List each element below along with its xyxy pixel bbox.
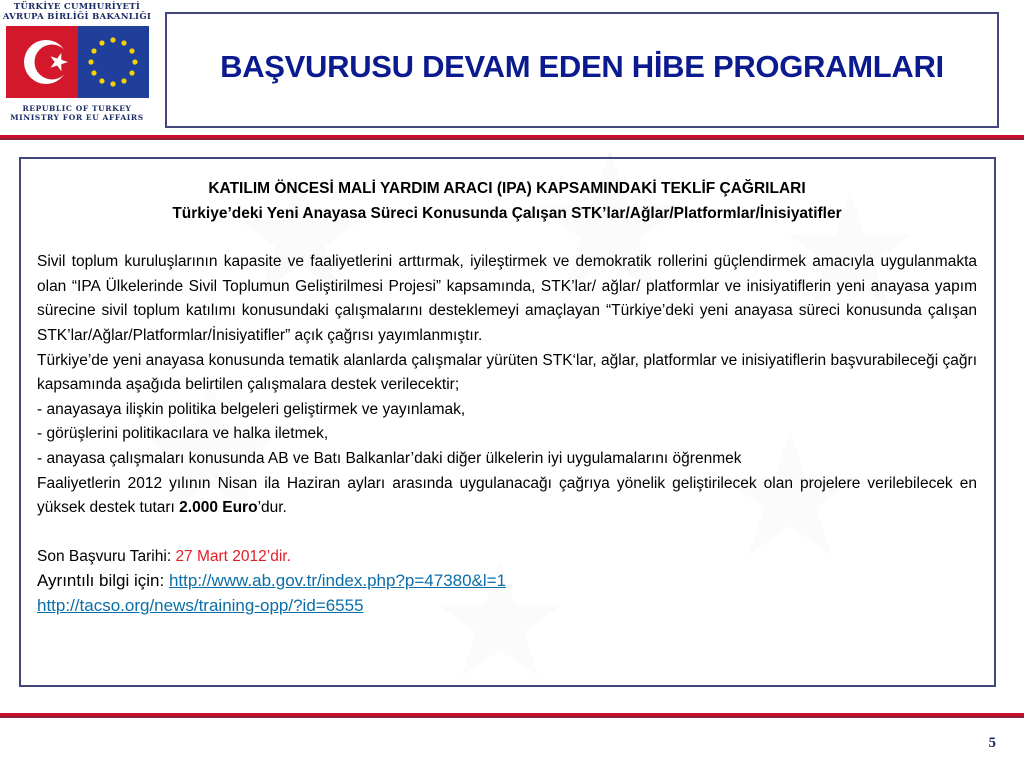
paragraph-support: Türkiye’de yeni anayasa konusunda tematik alanlarda çalışmalar yürüten STK‘lar, ağlar, platformlar ve inisiyatiflerin başvurabileceği çağrı kapsamında aşağıda belirtilen çalışmalara destek verilecektir; — [37, 351, 977, 394]
spacer — [37, 226, 977, 250]
logo-top-line2: AVRUPA BİRLİĞİ BAKANLIĞI — [2, 12, 152, 22]
info-label: Ayrıntılı bilgi için: — [37, 571, 169, 591]
info-line — [37, 569, 977, 594]
logo-top-line1: TÜRKİYE CUMHURİYETİ — [13, 2, 141, 12]
paragraph-funding — [37, 472, 977, 521]
top-red-rule — [0, 135, 1024, 140]
ministry-logo — [2, 2, 152, 126]
funding-text: Faaliyetlerin 2012 yılının Nisan ila Haziran ayları arasında uygulanacağı çağrıya yönelik geliştirilecek olan projelere verilebilecek en yüksek destek tutarı — [37, 474, 977, 517]
spacer — [37, 521, 977, 545]
bullet-item: - anayasa çalışmaları konusunda AB ve Batı Balkanlar’daki diğer ülkelerin iyi uygulamalarını öğrenmek — [37, 449, 742, 467]
logo-bottom-line1: REPUBLIC OF TURKEY — [22, 104, 132, 113]
logo-top-text — [2, 2, 152, 22]
funding-amount: 2.000 Euro — [179, 499, 258, 517]
bullet-item: - anayasaya ilişkin politika belgeleri geliştirmek ve yayınlamak, — [37, 400, 466, 418]
title-frame — [165, 12, 999, 128]
heading-ipa-calls: KATILIM ÖNCESİ MALİ YARDIM ARACI (IPA) KAPSAMINDAKİ TEKLİF ÇAĞRILARI — [208, 180, 806, 197]
deadline-label: Son Başvuru Tarihi: — [37, 547, 176, 565]
funding-suffix: ’dur. — [257, 499, 287, 517]
slide-title: BAŞVURUSU DEVAM EDEN HİBE PROGRAMLARI — [220, 49, 944, 84]
bottom-red-rule — [0, 713, 1024, 718]
logo-bottom-line2: MINISTRY FOR EU AFFAIRS — [10, 113, 144, 122]
deadline-line — [37, 545, 977, 570]
flags-emblem — [6, 26, 149, 98]
bullet-item: - görüşlerini politikacılara ve halka iletmek, — [37, 425, 329, 443]
deadline-date: 27 Mart 2012’dir. — [175, 547, 291, 565]
slide-content — [37, 177, 977, 619]
page-number: 5 — [988, 735, 996, 751]
paragraph-intro: Sivil toplum kuruluşlarının kapasite ve faaliyetlerini arttırmak, iyileştirmek ve demokratik rollerini güçlendirmek amacıyla uygulanmakta olan “IPA Ülkelerinde Sivil Toplumun Geliştirilmesi Projesi” kapsamında, STK’lar/ ağlar/ platformlar ve inisiyatiflerin yeni anayasa yapım sürecine sivil toplum katılımı konusundaki çalışmalarını desteklemeyi amaçlayan “Türkiye’deki yeni anayasa süreci konusunda çalışan STK’lar/Ağlar/Platformlar/İnisiyatifler” açık çağrısı yayımlanmıştır. — [37, 253, 977, 344]
tacso-line — [37, 594, 977, 619]
ab-gov-link[interactable]: http://www.ab.gov.tr/index.php?p=47380&l=1 — [168, 571, 507, 591]
heading-constitution-ngos: Türkiye’deki Yeni Anayasa Süreci Konusunda Çalışan STK’lar/Ağlar/Platformlar/İnisiyatifler — [172, 204, 842, 222]
tacso-link[interactable]: http://tacso.org/news/training-opp/?id=6555 — [37, 595, 364, 615]
logo-bottom-text — [2, 104, 152, 122]
